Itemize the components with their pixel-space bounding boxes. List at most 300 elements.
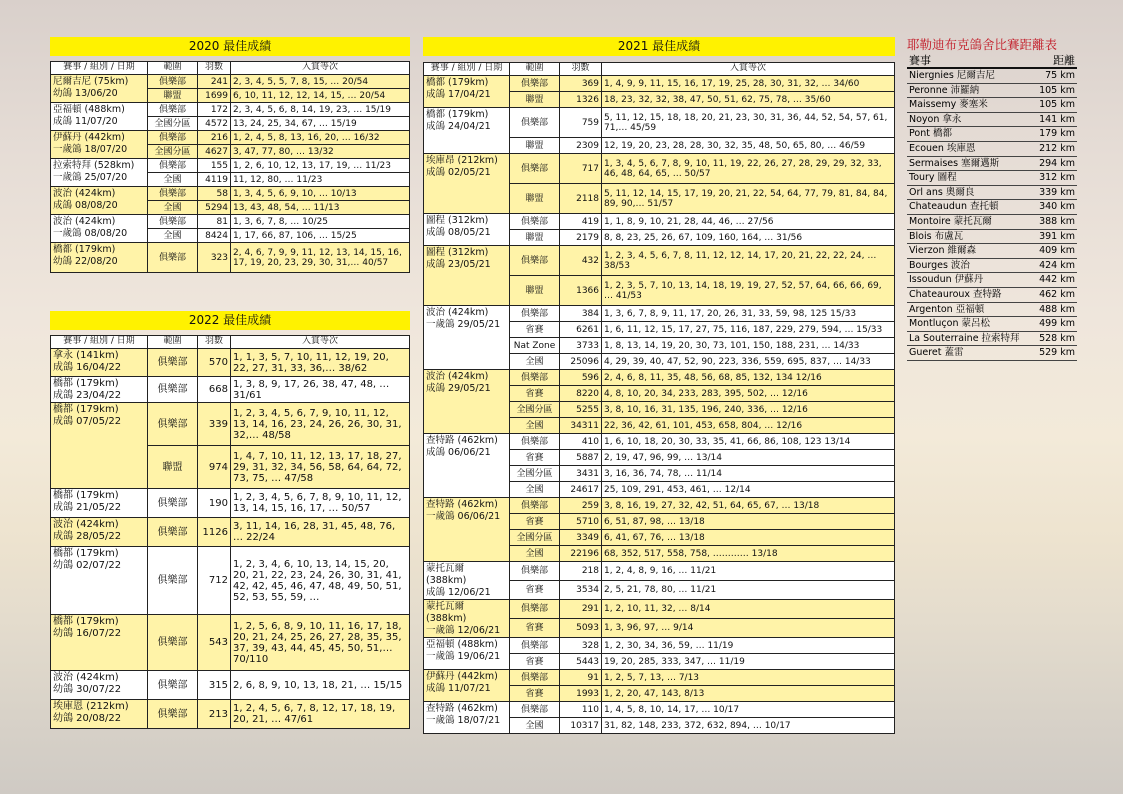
scope-cell: 俱樂部 [148, 403, 198, 446]
table-2021 [423, 62, 895, 734]
scope-cell: 省賽 [510, 514, 560, 530]
event-race: 波治 (424km) [426, 371, 489, 382]
table-row [51, 489, 410, 518]
birds-cell: 5093 [560, 619, 602, 638]
distance-row [907, 127, 1077, 142]
title-2021: 2021 最佳成績 [423, 37, 895, 56]
birds-cell: 369 [560, 76, 602, 92]
scope-cell: 俱樂部 [148, 700, 198, 729]
event-race: 橋都 (179km) [426, 77, 489, 88]
event-race: 伊蘇丹 (442km) [426, 671, 498, 682]
event-cell [424, 638, 510, 670]
panel-2021 [423, 37, 895, 734]
distance-place: Sermaises 塞爾邁斯 [909, 157, 1000, 169]
prizes-cell: 1, 3, 8, 9, 17, 26, 38, 47, 48, … 31/61 [231, 377, 410, 403]
scope-cell: 全國 [148, 229, 198, 243]
prizes-cell: 1, 1, 3, 5, 7, 10, 11, 12, 19, 20, 22, 27, 31, 33, 36,… 38/62 [231, 349, 410, 377]
distance-place: Niergnies 尼爾吉尼 [909, 70, 995, 81]
event-race: 圖程 (312km) [426, 247, 489, 258]
prizes-cell: 1, 2, 3, 4, 6, 10, 13, 14, 15, 20, 20, 21, 22, 23, 24, 26, 30, 31, 41, 42, 42, 45, 46, 47, 48, 49, 50, 51, 52, 53, 55, 59, … [231, 547, 410, 615]
prizes-cell: 2, 6, 8, 9, 10, 13, 18, 21, … 15/15 [231, 671, 410, 700]
scope-cell: 俱樂部 [510, 246, 560, 276]
distance-km: 105 km [1039, 99, 1075, 111]
birds-cell: 291 [560, 600, 602, 619]
birds-cell: 1366 [560, 276, 602, 306]
scope-cell: 全國分區 [148, 145, 198, 159]
event-date: 幼鴿 22/08/20 [53, 256, 118, 267]
event-cell [51, 215, 148, 243]
event-cell [51, 547, 148, 615]
prizes-cell: 2, 19, 47, 96, 99, … 13/14 [602, 450, 895, 466]
prizes-cell: 3, 16, 36, 74, 78, … 11/14 [602, 466, 895, 482]
event-race: 尼爾吉尼 (75km) [53, 76, 129, 87]
birds-cell: 25096 [560, 354, 602, 370]
distance-place: La Souterraine 拉索特拜 [909, 332, 1020, 344]
header-prizes: 入賞等次 [231, 62, 410, 75]
table-row [51, 243, 410, 273]
prizes-cell: 1, 17, 66, 87, 106, … 15/25 [231, 229, 410, 243]
table-2022 [50, 335, 410, 729]
birds-cell: 4627 [198, 145, 231, 159]
table-row [424, 600, 895, 619]
prizes-cell: 18, 23, 32, 32, 38, 47, 50, 51, 62, 75, 78, … 35/60 [602, 92, 895, 108]
event-date: 成鴿 06/06/21 [426, 447, 491, 458]
table-row [424, 306, 895, 322]
scope-cell: 俱樂部 [510, 600, 560, 619]
event-race: 波治 (424km) [53, 188, 116, 199]
prizes-cell: 1, 6, 10, 18, 20, 30, 33, 35, 41, 66, 86, 108, 123 13/14 [602, 434, 895, 450]
scope-cell: 聯盟 [510, 230, 560, 246]
scope-cell: 俱樂部 [148, 615, 198, 671]
scope-cell: 全國分區 [510, 530, 560, 546]
scope-cell: 俱樂部 [148, 215, 198, 229]
distance-place: Toury 圖程 [909, 172, 957, 184]
scope-cell: 聯盟 [510, 276, 560, 306]
table-row [51, 700, 410, 729]
scope-cell: 全國 [510, 482, 560, 498]
birds-cell: 717 [560, 154, 602, 184]
event-race: 埃庫昂 (212km) [426, 155, 498, 166]
distance-row [907, 186, 1077, 201]
event-date: 幼鴿 20/08/22 [53, 713, 122, 724]
scope-cell: 聯盟 [148, 446, 198, 489]
distance-place: Blois 布盧瓦 [909, 230, 964, 242]
distance-km: 442 km [1039, 274, 1075, 286]
scope-cell: 俱樂部 [148, 547, 198, 615]
event-race: 橋都 (179km) [426, 109, 489, 120]
prizes-cell: 5, 11, 12, 14, 15, 17, 19, 20, 21, 22, 54, 64, 77, 79, 81, 84, 84, 89, 90,… 51/57 [602, 184, 895, 214]
event-date: 一歲鴿 19/06/21 [426, 651, 501, 662]
scope-cell: 省賽 [510, 386, 560, 402]
prizes-cell: 68, 352, 517, 558, 758, ………… 13/18 [602, 546, 895, 562]
event-cell [51, 403, 148, 489]
header-birds: 羽數 [198, 336, 231, 349]
event-cell [424, 306, 510, 370]
prizes-cell: 1, 2, 4, 5, 6, 7, 8, 12, 17, 18, 19, 20, 21, … 47/61 [231, 700, 410, 729]
event-cell [51, 349, 148, 377]
birds-cell: 323 [198, 243, 231, 273]
distance-place: Peronne 沛羅納 [909, 84, 980, 96]
birds-cell: 2309 [560, 138, 602, 154]
scope-cell: 俱樂部 [148, 159, 198, 173]
scope-cell: 全國 [510, 546, 560, 562]
event-cell [51, 700, 148, 729]
table-row [424, 370, 895, 386]
table-row [51, 75, 410, 89]
scope-cell: 省賽 [510, 619, 560, 638]
scope-cell: 省賽 [510, 450, 560, 466]
scope-cell: 俱樂部 [148, 131, 198, 145]
distance-km: 528 km [1039, 332, 1075, 344]
scope-cell: 省賽 [510, 686, 560, 702]
event-cell [424, 562, 510, 600]
birds-cell: 1326 [560, 92, 602, 108]
scope-cell: 俱樂部 [148, 103, 198, 117]
scope-cell: Nat Zone [510, 338, 560, 354]
event-date: 一歲鴿 18/07/21 [426, 715, 501, 726]
distance-row [907, 273, 1077, 288]
birds-cell: 5710 [560, 514, 602, 530]
table-row [424, 498, 895, 514]
distance-row [907, 98, 1077, 113]
birds-cell: 668 [198, 377, 231, 403]
event-race: 拿永 (141km) [53, 350, 119, 361]
distance-row [907, 84, 1077, 99]
scope-cell: 俱樂部 [510, 108, 560, 138]
event-date: 一歲鴿 29/05/21 [426, 319, 501, 330]
birds-cell: 5887 [560, 450, 602, 466]
table-row [424, 214, 895, 230]
distance-row [907, 157, 1077, 172]
distance-table [907, 37, 1077, 361]
birds-cell: 410 [560, 434, 602, 450]
event-date: 幼鴿 02/07/22 [53, 560, 122, 571]
distance-km: 391 km [1039, 230, 1075, 242]
event-race: 拉索特拜 (528km) [53, 160, 135, 171]
event-cell [51, 671, 148, 700]
event-cell [424, 434, 510, 498]
birds-cell: 419 [560, 214, 602, 230]
scope-cell: 全國 [510, 418, 560, 434]
prizes-cell: 13, 24, 25, 34, 67, … 15/19 [231, 117, 410, 131]
distance-row [907, 244, 1077, 259]
event-race: 橋都 (179km) [53, 404, 119, 415]
scope-cell: 全國分區 [510, 402, 560, 418]
event-race: 伊蘇丹 (442km) [53, 132, 125, 143]
scope-cell: 聯盟 [510, 92, 560, 108]
event-cell [424, 370, 510, 434]
distance-place: Bourges 波治 [909, 259, 970, 271]
distance-row [907, 215, 1077, 230]
prizes-cell: 5, 11, 12, 15, 18, 18, 20, 21, 23, 30, 31, 36, 44, 52, 54, 57, 61, 71,… 45/59 [602, 108, 895, 138]
prizes-cell: 11, 12, 80, … 11/23 [231, 173, 410, 187]
distance-km: 488 km [1039, 303, 1075, 315]
scope-cell: 省賽 [510, 654, 560, 670]
table-row [51, 187, 410, 201]
event-cell [424, 76, 510, 108]
distance-place: Orl ans 奧爾良 [909, 186, 975, 198]
distance-place: Vierzon 維爾森 [909, 245, 977, 257]
panel-2022 [50, 311, 410, 729]
prizes-cell: 3, 8, 16, 19, 27, 32, 42, 51, 64, 65, 67, … 13/18 [602, 498, 895, 514]
event-cell [51, 187, 148, 215]
distance-col-event: 賽事 [909, 54, 931, 67]
prizes-cell: 1, 2, 5, 6, 8, 9, 10, 11, 16, 17, 18, 20, 21, 24, 25, 26, 27, 28, 35, 35, 37, 39, 43, 44, 45, 45, 50, 51,… 70/110 [231, 615, 410, 671]
title-2022: 2022 最佳成績 [50, 311, 410, 330]
event-race: 波治 (424km) [53, 519, 119, 530]
birds-cell: 712 [198, 547, 231, 615]
birds-cell: 1699 [198, 89, 231, 103]
birds-cell: 543 [198, 615, 231, 671]
birds-cell: 5443 [560, 654, 602, 670]
distance-km: 312 km [1039, 172, 1075, 184]
table-row [51, 377, 410, 403]
distance-km: 340 km [1039, 201, 1075, 213]
birds-cell: 339 [198, 403, 231, 446]
event-cell [424, 154, 510, 214]
prizes-cell: 1, 2, 30, 34, 36, 59, … 11/19 [602, 638, 895, 654]
header-event: 賽事 / 組別 / 日期 [424, 63, 510, 76]
table-row [51, 547, 410, 615]
prizes-cell: 8, 8, 23, 25, 26, 67, 109, 160, 164, … 31/56 [602, 230, 895, 246]
distance-place: Pont 橋都 [909, 128, 952, 140]
event-race: 亞福頓 (488km) [426, 639, 498, 650]
birds-cell: 24617 [560, 482, 602, 498]
scope-cell: 聯盟 [510, 138, 560, 154]
event-race: 亞福頓 (488km) [53, 104, 125, 115]
table-row [51, 215, 410, 229]
distance-place: Maissemy 麥塞米 [909, 99, 988, 111]
scope-cell: 俱樂部 [510, 670, 560, 686]
event-cell [424, 246, 510, 306]
header-event: 賽事 / 組別 / 日期 [51, 336, 148, 349]
scope-cell: 俱樂部 [510, 214, 560, 230]
prizes-cell: 31, 82, 148, 233, 372, 632, 894, … 10/17 [602, 718, 895, 734]
prizes-cell: 25, 109, 291, 453, 461, … 12/14 [602, 482, 895, 498]
prizes-cell: 4, 8, 10, 20, 34, 233, 283, 395, 502, … 12/16 [602, 386, 895, 402]
header-scope: 範圍 [148, 62, 198, 75]
birds-cell: 570 [198, 349, 231, 377]
distance-row [907, 259, 1077, 274]
event-cell [424, 702, 510, 734]
prizes-cell: 6, 10, 11, 12, 12, 14, 15, … 20/54 [231, 89, 410, 103]
prizes-cell: 1, 4, 5, 8, 10, 14, 17, … 10/17 [602, 702, 895, 718]
table-row [424, 670, 895, 686]
event-cell [51, 377, 148, 403]
event-date: 成鴿 08/05/21 [426, 227, 491, 238]
scope-cell: 俱樂部 [510, 306, 560, 322]
distance-place: Gueret 蓋雷 [909, 347, 964, 359]
birds-cell: 8424 [198, 229, 231, 243]
distance-km: 424 km [1039, 259, 1075, 271]
event-date: 一歲鴿 12/06/21 [426, 625, 501, 636]
distance-row [907, 200, 1077, 215]
scope-cell: 俱樂部 [510, 562, 560, 581]
table-row [51, 131, 410, 145]
birds-cell: 4572 [198, 117, 231, 131]
birds-cell: 1126 [198, 518, 231, 547]
event-cell [51, 103, 148, 131]
scope-cell: 全國 [148, 201, 198, 215]
event-date: 成鴿 02/05/21 [426, 167, 491, 178]
event-race: 橋都 (179km) [53, 548, 119, 559]
prizes-cell: 1, 2, 3, 4, 5, 6, 7, 8, 11, 12, 12, 14, 17, 20, 21, 22, 22, 24, … 38/53 [602, 246, 895, 276]
prizes-cell: 1, 2, 4, 8, 9, 16, … 11/21 [602, 562, 895, 581]
prizes-cell: 13, 43, 48, 54, … 11/13 [231, 201, 410, 215]
header-birds: 羽數 [198, 62, 231, 75]
event-date: 成鴿 12/06/21 [426, 587, 491, 598]
event-race: 圖程 (312km) [426, 215, 489, 226]
prizes-cell: 2, 3, 4, 5, 6, 8, 14, 19, 23, … 15/19 [231, 103, 410, 117]
event-date: 成鴿 16/04/22 [53, 362, 122, 373]
birds-cell: 384 [560, 306, 602, 322]
prizes-cell: 1, 2, 3, 4, 5, 6, 7, 8, 9, 10, 11, 12, 13, 14, 15, 16, 17, … 50/57 [231, 489, 410, 518]
birds-cell: 974 [198, 446, 231, 489]
birds-cell: 328 [560, 638, 602, 654]
prizes-cell: 19, 20, 285, 333, 347, … 11/19 [602, 654, 895, 670]
distance-row [907, 113, 1077, 128]
scope-cell: 俱樂部 [148, 489, 198, 518]
distance-place: Chateauroux 查特路 [909, 288, 1002, 300]
birds-cell: 91 [560, 670, 602, 686]
distance-km: 105 km [1039, 84, 1075, 96]
scope-cell: 聯盟 [510, 184, 560, 214]
event-date: 成鴿 11/07/20 [53, 116, 118, 127]
event-race: 橋都 (179km) [53, 490, 119, 501]
birds-cell: 216 [198, 131, 231, 145]
prizes-cell: 1, 2, 3, 4, 5, 6, 7, 9, 10, 11, 12, 13, 14, 16, 23, 24, 26, 26, 30, 31, 32,… 48/58 [231, 403, 410, 446]
event-date: 成鴿 17/04/21 [426, 89, 491, 100]
event-race: 查特路 (462km) [426, 499, 498, 510]
distance-km: 499 km [1039, 318, 1075, 330]
header-scope: 範圍 [510, 63, 560, 76]
distance-km: 409 km [1039, 245, 1075, 257]
event-cell [424, 670, 510, 702]
event-date: 一歲鴿 08/08/20 [53, 228, 128, 239]
event-cell [51, 159, 148, 187]
birds-cell: 81 [198, 215, 231, 229]
event-date: 成鴿 21/05/22 [53, 502, 122, 513]
birds-cell: 1993 [560, 686, 602, 702]
event-date: 幼鴿 16/07/22 [53, 628, 122, 639]
birds-cell: 5294 [198, 201, 231, 215]
birds-cell: 2118 [560, 184, 602, 214]
prizes-cell: 3, 11, 14, 16, 28, 31, 45, 48, 76, … 22/24 [231, 518, 410, 547]
birds-cell: 22196 [560, 546, 602, 562]
prizes-cell: 1, 6, 11, 12, 15, 17, 27, 75, 116, 187, 229, 279, 594, … 15/33 [602, 322, 895, 338]
event-race: 橋都 (179km) [53, 244, 116, 255]
birds-cell: 3733 [560, 338, 602, 354]
table-body-2022 [51, 349, 410, 729]
scope-cell: 俱樂部 [148, 187, 198, 201]
event-cell [51, 518, 148, 547]
header-prizes: 入賞等次 [231, 336, 410, 349]
birds-cell: 3431 [560, 466, 602, 482]
distance-row [907, 303, 1077, 318]
scope-cell: 俱樂部 [510, 434, 560, 450]
distance-row [907, 171, 1077, 186]
prizes-cell: 1, 4, 9, 9, 11, 15, 16, 17, 19, 25, 28, 30, 31, 32, … 34/60 [602, 76, 895, 92]
prizes-cell: 3, 47, 77, 80, … 13/32 [231, 145, 410, 159]
prizes-cell: 1, 8, 13, 14, 19, 20, 30, 73, 101, 150, 188, 231, … 14/33 [602, 338, 895, 354]
distance-km: 462 km [1039, 288, 1075, 300]
header-scope: 範圍 [148, 336, 198, 349]
scope-cell: 俱樂部 [510, 638, 560, 654]
table-2020 [50, 61, 410, 273]
birds-cell: 315 [198, 671, 231, 700]
event-date: 成鴿 08/08/20 [53, 200, 118, 211]
table-row [51, 615, 410, 671]
distance-km: 388 km [1039, 215, 1075, 227]
prizes-cell: 4, 29, 39, 40, 47, 52, 90, 223, 336, 559, 695, 837, … 14/33 [602, 354, 895, 370]
birds-cell: 241 [198, 75, 231, 89]
table-row [51, 518, 410, 547]
distance-place: Montluçon 蒙呂松 [909, 318, 990, 330]
prizes-cell: 1, 2, 10, 11, 32, … 8/14 [602, 600, 895, 619]
distance-km: 529 km [1039, 347, 1075, 359]
prizes-cell: 2, 4, 6, 7, 9, 9, 11, 12, 13, 14, 15, 16, 17, 19, 20, 23, 29, 30, 31,… 40/57 [231, 243, 410, 273]
header-event: 賽事 / 組別 / 日期 [51, 62, 148, 75]
event-race: 查特路 (462km) [426, 703, 498, 714]
table-row [424, 108, 895, 138]
event-cell [424, 498, 510, 562]
distance-place: Argenton 亞福頓 [909, 303, 985, 315]
table-row [51, 103, 410, 117]
birds-cell: 5255 [560, 402, 602, 418]
event-cell [51, 75, 148, 103]
distance-place: Noyon 拿永 [909, 113, 962, 125]
prizes-cell: 2, 3, 4, 5, 5, 7, 8, 15, … 20/54 [231, 75, 410, 89]
header-prizes: 入賞等次 [602, 63, 895, 76]
prizes-cell: 1, 2, 6, 10, 12, 13, 17, 19, … 11/23 [231, 159, 410, 173]
scope-cell: 俱樂部 [148, 377, 198, 403]
distance-row [907, 69, 1077, 84]
scope-cell: 俱樂部 [510, 498, 560, 514]
event-date: 成鴿 07/05/22 [53, 416, 122, 427]
prizes-cell: 1, 2, 4, 5, 8, 13, 16, 20, … 16/32 [231, 131, 410, 145]
scope-cell: 俱樂部 [510, 702, 560, 718]
prizes-cell: 1, 3, 4, 5, 6, 7, 8, 9, 10, 11, 19, 22, 26, 27, 28, 29, 29, 32, 33, 46, 48, 64, 65, … 50/57 [602, 154, 895, 184]
event-date: 成鴿 29/05/21 [426, 383, 491, 394]
table-row [51, 159, 410, 173]
event-date: 幼鴿 13/06/20 [53, 88, 118, 99]
distance-rows [907, 69, 1077, 361]
distance-km: 294 km [1039, 157, 1075, 169]
scope-cell: 省賽 [510, 581, 560, 600]
scope-cell: 全國 [510, 718, 560, 734]
distance-header [907, 54, 1077, 69]
event-race: 波治 (424km) [53, 216, 116, 227]
event-cell [424, 600, 510, 638]
distance-km: 75 km [1045, 70, 1075, 81]
scope-cell: 全國 [510, 354, 560, 370]
event-cell [424, 108, 510, 154]
birds-cell: 190 [198, 489, 231, 518]
table-row [424, 76, 895, 92]
distance-km: 339 km [1039, 186, 1075, 198]
birds-cell: 10317 [560, 718, 602, 734]
birds-cell: 155 [198, 159, 231, 173]
event-cell [424, 214, 510, 246]
distance-row [907, 332, 1077, 347]
event-race: 蒙托瓦爾 (388km) [426, 601, 467, 624]
distance-row [907, 288, 1077, 303]
scope-cell: 俱樂部 [148, 349, 198, 377]
scope-cell: 俱樂部 [148, 518, 198, 547]
prizes-cell: 6, 51, 87, 98, … 13/18 [602, 514, 895, 530]
panel-2020 [50, 37, 410, 273]
scope-cell: 俱樂部 [148, 243, 198, 273]
